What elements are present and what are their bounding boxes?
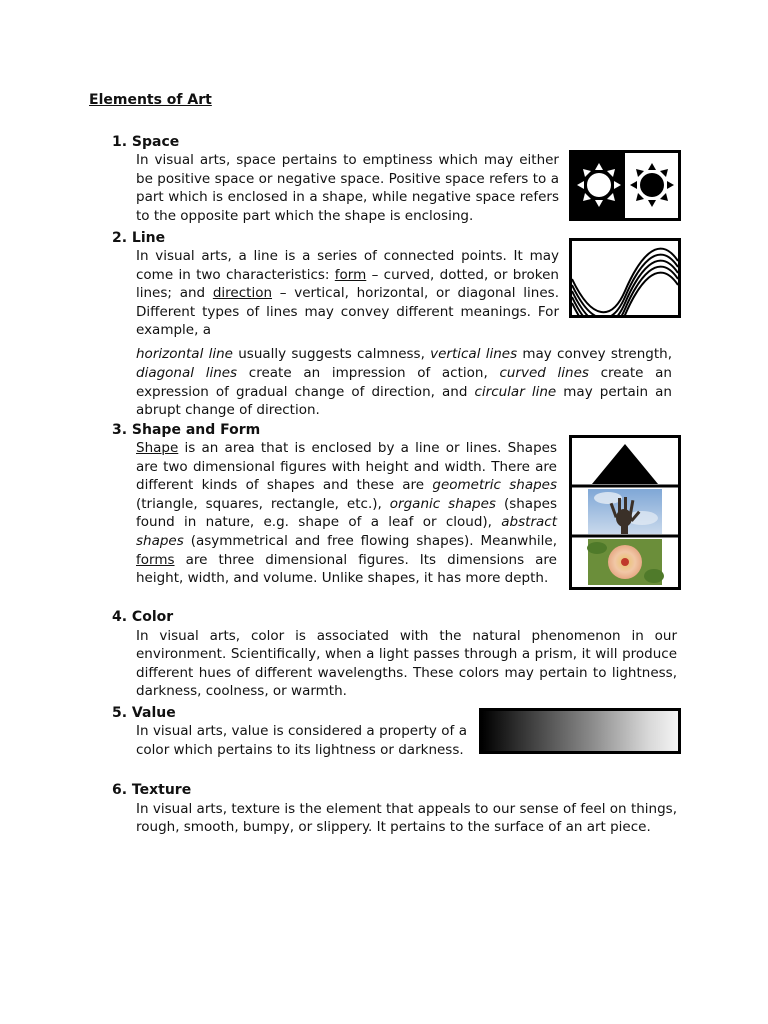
line-text-4: usually suggests calmness, — [232, 346, 431, 362]
texture-heading: 6. Texture — [112, 782, 192, 798]
horizontal-line-term: horizontal line — [136, 346, 233, 362]
line-text-5: may convey strength, — [517, 346, 672, 362]
space-heading: 1. Space — [112, 134, 180, 150]
gradient-fill — [482, 711, 678, 751]
shape-text-2: (triangle, squares, rectangle, etc.), — [136, 495, 390, 512]
shape-term: Shape — [136, 440, 179, 456]
shape-text-4: (asymmetrical and free flowing shapes). Meanwhile, — [183, 532, 557, 549]
direction-term: direction — [212, 285, 273, 302]
wavy-lines-icon — [572, 241, 678, 315]
color-heading: 4. Color — [112, 609, 174, 625]
line-text-6: create an impression of action, — [237, 364, 500, 381]
shape-form-heading: 3. Shape and Form — [112, 422, 261, 438]
line-paragraph-top — [136, 247, 559, 340]
vertical-lines-term: vertical lines — [430, 346, 518, 362]
shape-images — [569, 435, 681, 590]
shape-examples-icon — [572, 438, 678, 587]
color-paragraph: In visual arts, color is associated with the natural phenomenon in our environment. Scientifically, when a light passes through a prism, it will produce different hues of different wavelengths. These colors may pertain to lightness, darkness, coolness, or warmth. — [136, 628, 677, 699]
shape-text-5: are three dimensional figures. Its dimensions are height, width, and volume. Unlike shapes, it has more depth. — [136, 551, 557, 587]
line-text-2: – curved, dotted, or broken lines; and — [136, 266, 559, 302]
geometric-shapes-term: geometric shapes — [432, 477, 558, 494]
circular-line-term: circular line — [474, 383, 557, 400]
sun-positive-negative-icon — [572, 153, 678, 218]
line-text-3: – vertical, horizontal, or diagonal lines. Different types of lines may convey different meanings. For example, a — [136, 285, 559, 339]
line-text-8: may pertain an abrupt change of direction. — [136, 383, 672, 419]
shape-text-1: is an area that is enclosed by a line or lines. Shapes are two dimensional figures with height and width. There are different kinds of shapes and these are — [136, 440, 557, 494]
line-image — [569, 238, 681, 318]
line-paragraph-bottom — [136, 345, 672, 420]
line-heading: 2. Line — [112, 230, 166, 246]
document-title: Elements of Art — [89, 92, 212, 108]
shape-text-3: (shapes found in nature, e.g. shape of a leaf or cloud), — [136, 495, 557, 531]
form-term: form — [334, 266, 367, 283]
forms-term: forms — [136, 551, 175, 568]
texture-paragraph: In visual arts, texture is the element that appeals to our sense of feel on things, rough, smooth, bumpy, or slippery. It pertains to the surface of an art piece. — [136, 801, 677, 836]
curved-lines-term: curved lines — [499, 364, 589, 381]
value-gradient-bar — [479, 708, 681, 754]
line-text-1: In visual arts, a line is a series of connected points. It may come in two characteristics: — [136, 248, 559, 283]
space-image — [569, 150, 681, 221]
diagonal-lines-term: diagonal lines — [136, 364, 238, 381]
space-paragraph: In visual arts, space pertains to emptiness which may either be positive space or negative space. Positive space refers to a part which is enclosed in a shape, while negative space refers to the opposite part which the shape is enclosing. — [136, 152, 559, 224]
abstract-shapes-term: abstract shapes — [136, 514, 557, 549]
shape-form-paragraph — [136, 439, 557, 588]
value-paragraph: In visual arts, value is considered a property of a color which pertains to its lightness or darkness. — [136, 723, 467, 758]
organic-shapes-term: organic shapes — [389, 495, 496, 512]
line-text-7: create an expression of gradual change of direction, and — [136, 364, 672, 400]
value-heading: 5. Value — [112, 705, 176, 721]
